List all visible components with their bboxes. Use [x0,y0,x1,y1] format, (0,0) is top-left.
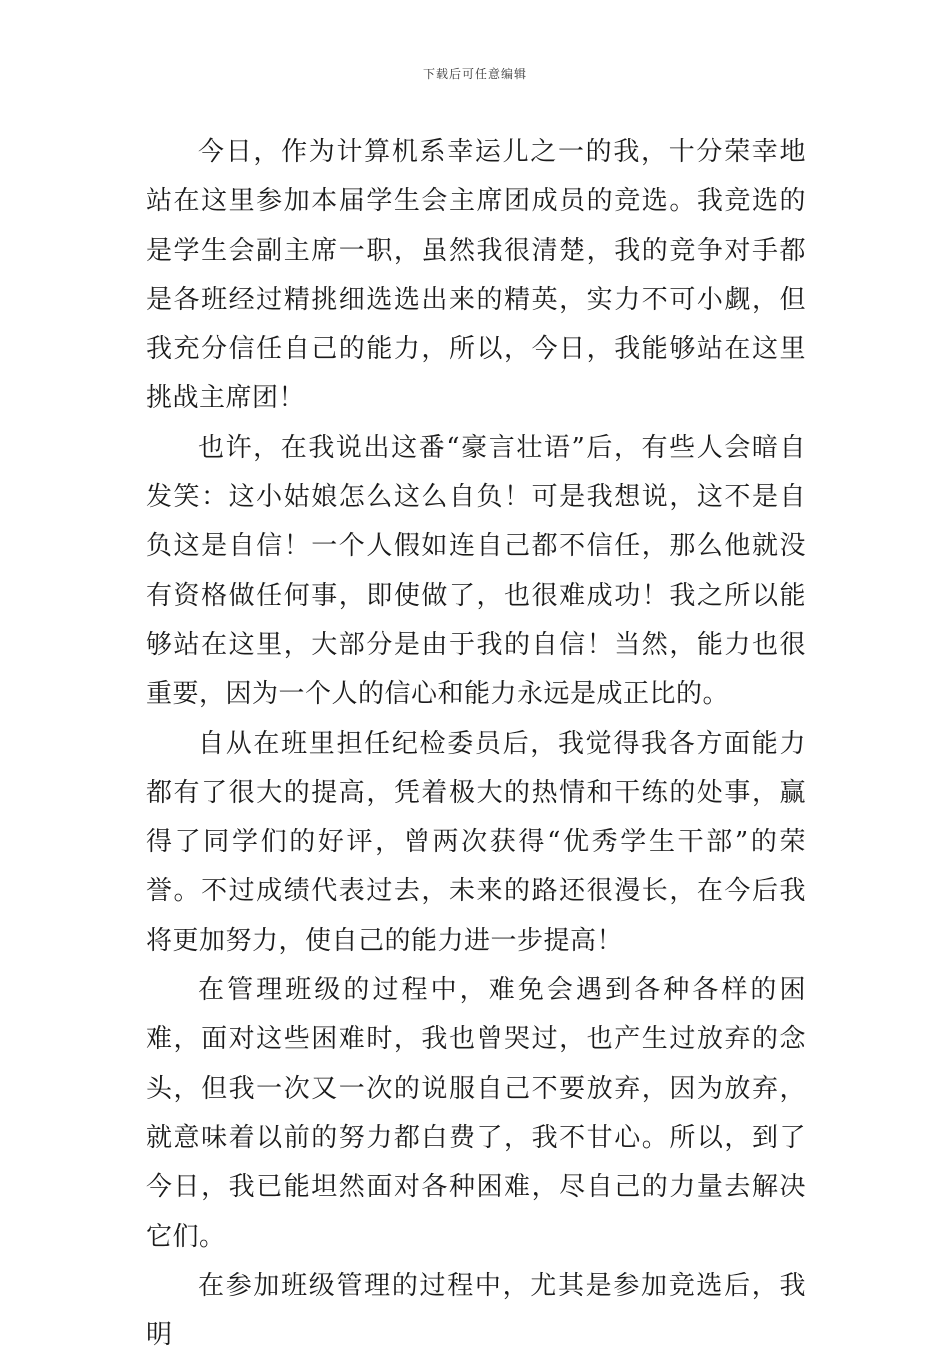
paragraph-4: 在管理班级的过程中，难免会遇到各种各样的困难，面对这些困难时，我也曾哭过，也产生过放弃的念头，但我一次又一次的说服自己不要放弃，因为放弃，就意味着以前的努力都白费了，我不甘心。所以，到了今日，我已能坦然面对各种困难，尽自己的力量去解决它们。 [146,975,806,1252]
document-body [146,128,806,1360]
page-header: 下载后可任意编辑 [422,67,527,81]
paragraph-5: 在参加班级管理的过程中，尤其是参加竞选后，我明 [146,1270,806,1351]
paragraph-1: 今日，作为计算机系幸运儿之一的我，十分荣幸地站在这里参加本届学生会主席团成员的竞选。我竞选的是学生会副主席一职，虽然我很清楚，我的竞争对手都是各班经过精挑细选选出来的精英，实力不可小觑，但我充分信任自己的能力，所以，今日，我能够站在这里挑战主席团！ [146,137,806,414]
paragraph-2: 也许，在我说出这番“豪言壮语”后，有些人会暗自发笑：这小姑娘怎么这么自负！可是我想说，这不是自负这是自信！一个人假如连自己都不信任，那么他就没有资格做任何事，即使做了，也很难成功！我之所以能够站在这里，大部分是由于我的自信！当然，能力也很重要，因为一个人的信心和能力永远是成正比的。 [146,432,806,710]
paragraph-3: 自从在班里担任纪检委员后，我觉得我各方面能力都有了很大的提高，凭着极大的热情和干练的处事，赢得了同学们的好评，曾两次获得“优秀学生干部”的荣誉。不过成绩代表过去，未来的路还很漫长，在今后我将更加努力，使自己的能力进一步提高！ [146,728,806,956]
